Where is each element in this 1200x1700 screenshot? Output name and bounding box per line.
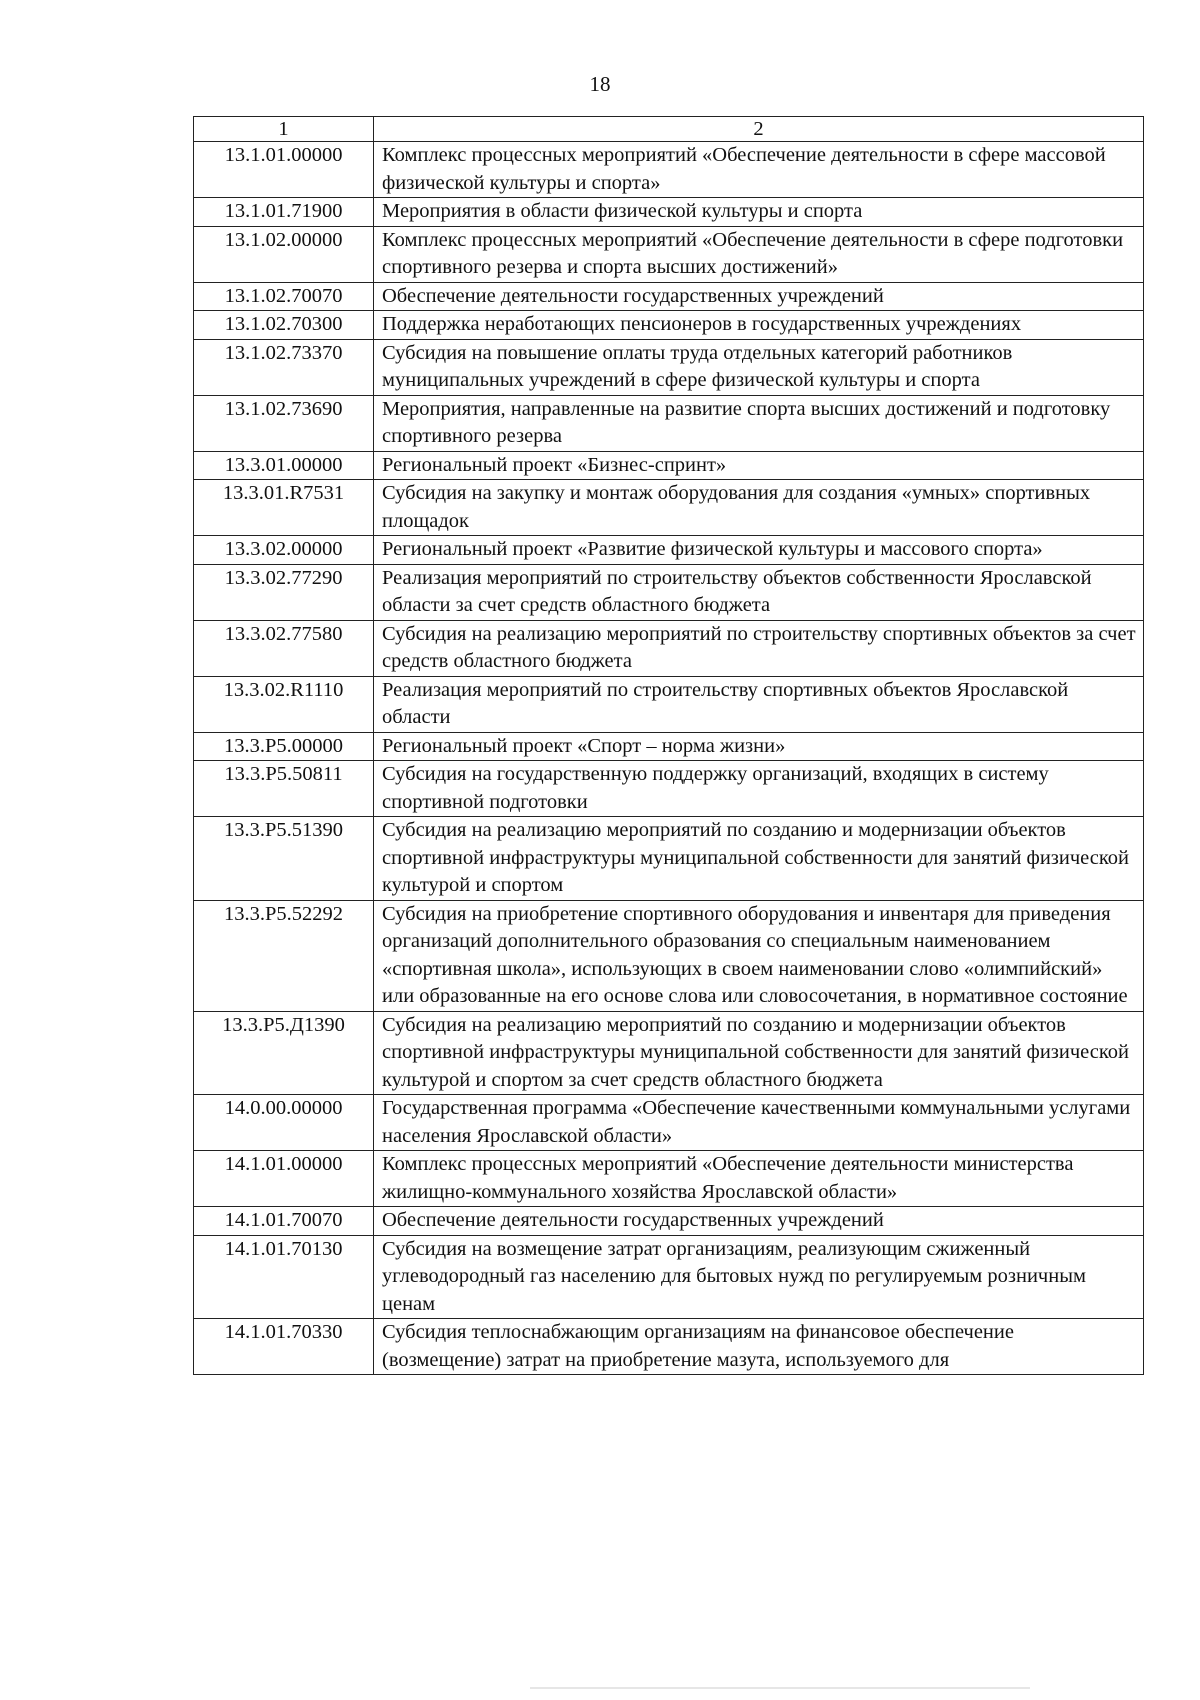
row-code: 14.0.00.00000: [194, 1095, 374, 1151]
table-row: [194, 620, 1144, 676]
row-code: 13.3.02.00000: [194, 536, 374, 565]
table-row: [194, 676, 1144, 732]
table-row: [194, 142, 1144, 198]
table-row: [194, 451, 1144, 480]
row-name: Реализация мероприятий по строительству спортивных объектов Ярославской области: [374, 676, 1144, 732]
row-code: 13.1.02.00000: [194, 226, 374, 282]
table-row: [194, 536, 1144, 565]
table-row: [194, 282, 1144, 311]
row-name: Региональный проект «Развитие физической культуры и массового спорта»: [374, 536, 1144, 565]
table-row: [194, 564, 1144, 620]
row-code: 13.3.P5.51390: [194, 817, 374, 901]
table-row: [194, 198, 1144, 227]
table-row: [194, 1151, 1144, 1207]
row-code: 13.3.P5.52292: [194, 900, 374, 1011]
row-code: 14.1.01.70330: [194, 1319, 374, 1375]
table-row: [194, 395, 1144, 451]
row-code: 13.1.02.70300: [194, 311, 374, 340]
row-name: Субсидия на закупку и монтаж оборудования для создания «умных» спортивных площадок: [374, 480, 1144, 536]
row-code: 14.1.01.70070: [194, 1207, 374, 1236]
table-row: [194, 339, 1144, 395]
row-code: 13.3.P5.Д1390: [194, 1011, 374, 1095]
row-name: Комплекс процессных мероприятий «Обеспечение деятельности министерства жилищно-коммунального хозяйства Ярославской области»: [374, 1151, 1144, 1207]
table-row: [194, 900, 1144, 1011]
row-code: 13.3.01.R7531: [194, 480, 374, 536]
budget-code-table: [193, 116, 1144, 1375]
row-code: 13.3.02.77290: [194, 564, 374, 620]
row-name: Обеспечение деятельности государственных учреждений: [374, 282, 1144, 311]
row-name: Обеспечение деятельности государственных учреждений: [374, 1207, 1144, 1236]
row-name: Государственная программа «Обеспечение качественными коммунальными услугами населения Ярославской области»: [374, 1095, 1144, 1151]
row-code: 13.1.02.73370: [194, 339, 374, 395]
table-body: [194, 142, 1144, 1375]
row-name: Региональный проект «Бизнес-спринт»: [374, 451, 1144, 480]
row-code: 13.1.02.70070: [194, 282, 374, 311]
page-edge-line: [530, 1687, 1030, 1689]
table-header-row: [194, 117, 1144, 142]
column-header-code: 1: [194, 117, 374, 142]
table-row: [194, 732, 1144, 761]
row-code: 14.1.01.00000: [194, 1151, 374, 1207]
row-name: Субсидия на повышение оплаты труда отдельных категорий работников муниципальных учреждений в сфере физической культуры и спорта: [374, 339, 1144, 395]
row-code: 13.1.02.73690: [194, 395, 374, 451]
row-name: Субсидия теплоснабжающим организациям на финансовое обеспечение (возмещение) затрат на приобретение мазута, используемого для: [374, 1319, 1144, 1375]
table-row: [194, 1319, 1144, 1375]
row-name: Субсидия на реализацию мероприятий по созданию и модернизации объектов спортивной инфраструктуры муниципальной собственности для занятий физической культурой и спортом: [374, 817, 1144, 901]
row-code: 13.1.01.00000: [194, 142, 374, 198]
table-row: [194, 817, 1144, 901]
table-row: [194, 1235, 1144, 1319]
row-name: Реализация мероприятий по строительству объектов собственности Ярославской области за счет средств областного бюджета: [374, 564, 1144, 620]
page-number: 18: [589, 72, 611, 96]
row-name: Комплекс процессных мероприятий «Обеспечение деятельности в сфере подготовки спортивного резерва и спорта высших достижений»: [374, 226, 1144, 282]
row-name: Региональный проект «Спорт – норма жизни»: [374, 732, 1144, 761]
table-row: [194, 480, 1144, 536]
row-name: Субсидия на приобретение спортивного оборудования и инвентаря для приведения организаций дополнительного образования со специальным наименованием «спортивная школа», использующих в своем наименовании слово «олимпийский» или образованные на его основе слова или словосочетания, в нормативное состояние: [374, 900, 1144, 1011]
table-row: [194, 1095, 1144, 1151]
row-code: 13.3.02.77580: [194, 620, 374, 676]
row-code: 13.3.01.00000: [194, 451, 374, 480]
column-header-name: 2: [374, 117, 1144, 142]
table-row: [194, 761, 1144, 817]
table-row: [194, 1207, 1144, 1236]
row-name: Поддержка неработающих пенсионеров в государственных учреждениях: [374, 311, 1144, 340]
row-code: 13.3.P5.50811: [194, 761, 374, 817]
row-name: Мероприятия, направленные на развитие спорта высших достижений и подготовку спортивного резерва: [374, 395, 1144, 451]
row-name: Субсидия на реализацию мероприятий по созданию и модернизации объектов спортивной инфраструктуры муниципальной собственности для занятий физической культурой и спортом за счет средств областного бюджета: [374, 1011, 1144, 1095]
row-code: 14.1.01.70130: [194, 1235, 374, 1319]
table-row: [194, 311, 1144, 340]
row-name: Мероприятия в области физической культуры и спорта: [374, 198, 1144, 227]
row-code: 13.1.01.71900: [194, 198, 374, 227]
row-code: 13.3.P5.00000: [194, 732, 374, 761]
row-code: 13.3.02.R1110: [194, 676, 374, 732]
row-name: Комплекс процессных мероприятий «Обеспечение деятельности в сфере массовой физической культуры и спорта»: [374, 142, 1144, 198]
row-name: Субсидия на государственную поддержку организаций, входящих в систему спортивной подготовки: [374, 761, 1144, 817]
table-row: [194, 226, 1144, 282]
row-name: Субсидия на реализацию мероприятий по строительству спортивных объектов за счет средств областного бюджета: [374, 620, 1144, 676]
table-row: [194, 1011, 1144, 1095]
row-name: Субсидия на возмещение затрат организациям, реализующим сжиженный углеводородный газ населению для бытовых нужд по регулируемым розничным ценам: [374, 1235, 1144, 1319]
